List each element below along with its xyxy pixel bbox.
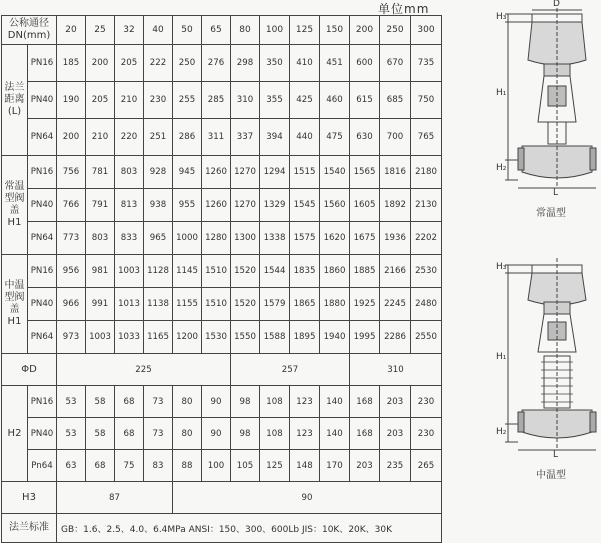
value-cell: 205	[86, 82, 115, 119]
value-cell: 1294	[260, 156, 290, 189]
value-cell: 230	[144, 82, 173, 119]
value-cell: 1675	[350, 222, 380, 255]
value-cell: 928	[144, 156, 173, 189]
value-cell: 75	[115, 450, 144, 482]
value-cell: 222	[144, 45, 173, 82]
value-cell: 90	[202, 418, 231, 450]
pressure-class-cell: PN40	[28, 418, 57, 450]
value-cell: 1620	[320, 222, 350, 255]
value-cell: 1138	[144, 288, 173, 321]
group-label-line: (L)	[7, 106, 22, 117]
value-cell: 168	[350, 386, 380, 418]
dn-size-cell: 50	[173, 16, 202, 45]
phi-d-value-cell: 310	[350, 354, 442, 386]
value-cell: 2286	[380, 321, 411, 354]
value-cell: 1003	[115, 255, 144, 288]
value-cell: 68	[115, 386, 144, 418]
value-cell: 781	[86, 156, 115, 189]
value-cell: 203	[350, 450, 380, 482]
group-label-line: 型阀	[4, 193, 25, 204]
value-cell: 1155	[173, 288, 202, 321]
value-cell: 265	[411, 450, 442, 482]
value-cell: 105	[231, 450, 260, 482]
value-cell: 1545	[290, 189, 320, 222]
pressure-class-cell: PN16	[28, 45, 57, 82]
phi-d-value-cell: 225	[57, 354, 231, 386]
value-cell: 1565	[350, 156, 380, 189]
value-cell: 1575	[290, 222, 320, 255]
value-cell: 410	[290, 45, 320, 82]
value-cell: 108	[260, 418, 290, 450]
value-cell: 600	[350, 45, 380, 82]
value-cell: 83	[144, 450, 173, 482]
value-cell: 735	[411, 45, 442, 82]
dn-size-cell: 150	[320, 16, 350, 45]
value-cell: 1530	[202, 321, 231, 354]
value-cell: 123	[290, 386, 320, 418]
value-cell: 803	[86, 222, 115, 255]
value-cell: 1925	[350, 288, 380, 321]
value-cell: 203	[380, 418, 411, 450]
value-cell: 2166	[380, 255, 411, 288]
value-cell: 966	[57, 288, 86, 321]
value-cell: 440	[290, 119, 320, 156]
value-cell: 1860	[320, 255, 350, 288]
dn-size-cell: 200	[350, 16, 380, 45]
h2-label-cell: H2	[2, 386, 28, 482]
dn-size-cell: 40	[144, 16, 173, 45]
value-cell: 170	[320, 450, 350, 482]
value-cell: 833	[115, 222, 144, 255]
value-cell: 1520	[231, 288, 260, 321]
value-cell: 53	[57, 418, 86, 450]
phi-d-value-cell: 257	[231, 354, 350, 386]
value-cell: 1515	[290, 156, 320, 189]
value-cell: 630	[350, 119, 380, 156]
dn-header-line2: DN(mm)	[7, 30, 51, 41]
value-cell: 1145	[173, 255, 202, 288]
value-cell: 1835	[290, 255, 320, 288]
value-cell: 286	[173, 119, 202, 156]
value-cell: 425	[290, 82, 320, 119]
value-cell: 1270	[231, 156, 260, 189]
value-cell: 803	[115, 156, 144, 189]
value-cell: 310	[231, 82, 260, 119]
value-cell: 700	[380, 119, 411, 156]
value-cell: 168	[350, 418, 380, 450]
unit-label: 单位mm	[378, 2, 430, 16]
pressure-class-cell: Pn64	[28, 450, 57, 482]
value-cell: 981	[86, 255, 115, 288]
value-cell: 355	[260, 82, 290, 119]
value-cell: 1329	[260, 189, 290, 222]
value-cell: 765	[411, 119, 442, 156]
value-cell: 1260	[202, 156, 231, 189]
value-cell: 2245	[380, 288, 411, 321]
medium-type-valve-drawing	[505, 258, 596, 450]
pressure-class-cell: PN16	[28, 255, 57, 288]
value-cell: 1560	[320, 189, 350, 222]
value-cell: 766	[57, 189, 86, 222]
pressure-class-cell: PN40	[28, 82, 57, 119]
value-cell: 1270	[231, 189, 260, 222]
value-cell: 200	[57, 119, 86, 156]
group-label-line: 盖	[9, 304, 20, 315]
value-cell: 938	[144, 189, 173, 222]
value-cell: 1013	[115, 288, 144, 321]
dn-size-cell: 250	[380, 16, 411, 45]
value-cell: 100	[202, 450, 231, 482]
dn-size-cell: 20	[57, 16, 86, 45]
group-label-line: 法兰	[4, 82, 25, 93]
value-cell: 108	[260, 386, 290, 418]
value-cell: 200	[86, 45, 115, 82]
value-cell: 1510	[202, 288, 231, 321]
value-cell: 350	[260, 45, 290, 82]
value-cell: 750	[411, 82, 442, 119]
value-cell: 1300	[231, 222, 260, 255]
value-cell: 945	[173, 156, 202, 189]
value-cell: 250	[173, 45, 202, 82]
group-label-line: H1	[7, 316, 22, 327]
pressure-class-cell: PN16	[28, 386, 57, 418]
value-cell: 1885	[350, 255, 380, 288]
normal-type-caption: 常温型	[536, 208, 566, 219]
dn-size-cell: 300	[411, 16, 442, 45]
value-cell: 276	[202, 45, 231, 82]
phi-d-label-cell: ΦD	[2, 354, 57, 386]
value-cell: 1550	[231, 321, 260, 354]
value-cell: 1880	[320, 288, 350, 321]
value-cell: 73	[144, 386, 173, 418]
h3-value-cell: 87	[57, 482, 173, 514]
value-cell: 1520	[231, 255, 260, 288]
value-cell: 73	[144, 418, 173, 450]
value-cell: 973	[57, 321, 86, 354]
pressure-class-cell: PN40	[28, 189, 57, 222]
value-cell: 394	[260, 119, 290, 156]
flange-standard-text: GB：1.6、2.5、4.0、6.4MPa ANSI：150、300、600Lb JIS：10K、20K、30K	[57, 514, 442, 543]
value-cell: 1338	[260, 222, 290, 255]
value-cell: 63	[57, 450, 86, 482]
top-h1-label: H₁	[496, 88, 507, 98]
value-cell: 80	[173, 418, 202, 450]
value-cell: 1605	[350, 189, 380, 222]
value-cell: 1165	[144, 321, 173, 354]
value-cell: 460	[320, 82, 350, 119]
value-cell: 148	[290, 450, 320, 482]
dn-size-cell: 25	[86, 16, 115, 45]
dn-size-cell: 80	[231, 16, 260, 45]
h3-row	[2, 482, 442, 514]
value-cell: 2480	[411, 288, 442, 321]
dn-size-cell: 65	[202, 16, 231, 45]
bottom-h2-label: H₂	[496, 427, 507, 437]
value-cell: 88	[173, 450, 202, 482]
dn-size-cell: 32	[115, 16, 144, 45]
pressure-class-cell: PN16	[28, 156, 57, 189]
value-cell: 1588	[260, 321, 290, 354]
value-cell: 2550	[411, 321, 442, 354]
value-cell: 956	[57, 255, 86, 288]
value-cell: 185	[57, 45, 86, 82]
value-cell: 756	[57, 156, 86, 189]
value-cell: 140	[320, 418, 350, 450]
value-cell: 251	[144, 119, 173, 156]
bottom-l-label: L	[553, 450, 559, 460]
value-cell: 451	[320, 45, 350, 82]
value-cell: 1895	[290, 321, 320, 354]
value-cell: 80	[173, 386, 202, 418]
value-cell: 615	[350, 82, 380, 119]
flange-label-cell: 法兰标准	[2, 514, 57, 543]
value-cell: 1936	[380, 222, 411, 255]
top-d-label: D	[553, 0, 560, 9]
pressure-class-cell: PN64	[28, 321, 57, 354]
value-cell: 1003	[86, 321, 115, 354]
value-cell: 2530	[411, 255, 442, 288]
value-cell: 991	[86, 288, 115, 321]
value-cell: 210	[86, 119, 115, 156]
pressure-class-cell: PN64	[28, 222, 57, 255]
value-cell: 1128	[144, 255, 173, 288]
group-label-line: H1	[7, 217, 22, 228]
value-cell: 670	[380, 45, 411, 82]
top-l-label: L	[553, 188, 559, 198]
value-cell: 125	[260, 450, 290, 482]
value-cell: 298	[231, 45, 260, 82]
value-cell: 311	[202, 119, 231, 156]
flange-standard-row	[2, 514, 442, 543]
value-cell: 123	[290, 418, 320, 450]
value-cell: 190	[57, 82, 86, 119]
value-cell: 140	[320, 386, 350, 418]
value-cell: 255	[173, 82, 202, 119]
value-cell: 1940	[320, 321, 350, 354]
value-cell: 1816	[380, 156, 411, 189]
value-cell: 1995	[350, 321, 380, 354]
top-h3-label: H₃	[496, 12, 507, 22]
value-cell: 230	[411, 386, 442, 418]
dn-header-line1: 公称通径	[9, 18, 49, 29]
bottom-h3-label: H₃	[496, 262, 507, 272]
value-cell: 1544	[260, 255, 290, 288]
value-cell: 1892	[380, 189, 411, 222]
value-cell: 98	[231, 418, 260, 450]
medium-type-caption: 中温型	[536, 470, 566, 481]
value-cell: 685	[380, 82, 411, 119]
value-cell: 58	[86, 386, 115, 418]
value-cell: 1540	[320, 156, 350, 189]
value-cell: 1260	[202, 189, 231, 222]
value-cell: 1510	[202, 255, 231, 288]
value-cell: 1033	[115, 321, 144, 354]
group-label-line: 中温	[4, 280, 25, 291]
value-cell: 1000	[173, 222, 202, 255]
h3-value-cell: 90	[173, 482, 442, 514]
value-cell: 98	[231, 386, 260, 418]
value-cell: 220	[115, 119, 144, 156]
group-label-line: 型阀	[4, 292, 25, 303]
pressure-class-cell: PN40	[28, 288, 57, 321]
value-cell: 1280	[202, 222, 231, 255]
value-cell: 1865	[290, 288, 320, 321]
bottom-h1-label: H₁	[496, 352, 507, 362]
value-cell: 337	[231, 119, 260, 156]
value-cell: 68	[86, 450, 115, 482]
group-label-line: 常温	[4, 181, 25, 192]
pressure-class-cell: PN64	[28, 119, 57, 156]
value-cell: 773	[57, 222, 86, 255]
value-cell: 813	[115, 189, 144, 222]
value-cell: 955	[173, 189, 202, 222]
value-cell: 68	[115, 418, 144, 450]
normal-type-valve-drawing	[505, 8, 596, 188]
h3-label-cell: H3	[2, 482, 57, 514]
value-cell: 2180	[411, 156, 442, 189]
value-cell: 203	[380, 386, 411, 418]
value-cell: 791	[86, 189, 115, 222]
dn-size-cell: 100	[260, 16, 290, 45]
value-cell: 235	[380, 450, 411, 482]
value-cell: 965	[144, 222, 173, 255]
value-cell: 53	[57, 386, 86, 418]
value-cell: 285	[202, 82, 231, 119]
value-cell: 58	[86, 418, 115, 450]
value-cell: 475	[320, 119, 350, 156]
value-cell: 230	[411, 418, 442, 450]
value-cell: 205	[115, 45, 144, 82]
value-cell: 1579	[260, 288, 290, 321]
value-cell: 90	[202, 386, 231, 418]
top-h2-label: H₂	[496, 163, 507, 173]
group-label-line: 距离	[4, 94, 25, 105]
value-cell: 2202	[411, 222, 442, 255]
group-label-line: 盖	[9, 205, 20, 216]
dn-size-cell: 125	[290, 16, 320, 45]
value-cell: 1200	[173, 321, 202, 354]
value-cell: 210	[115, 82, 144, 119]
value-cell: 2130	[411, 189, 442, 222]
